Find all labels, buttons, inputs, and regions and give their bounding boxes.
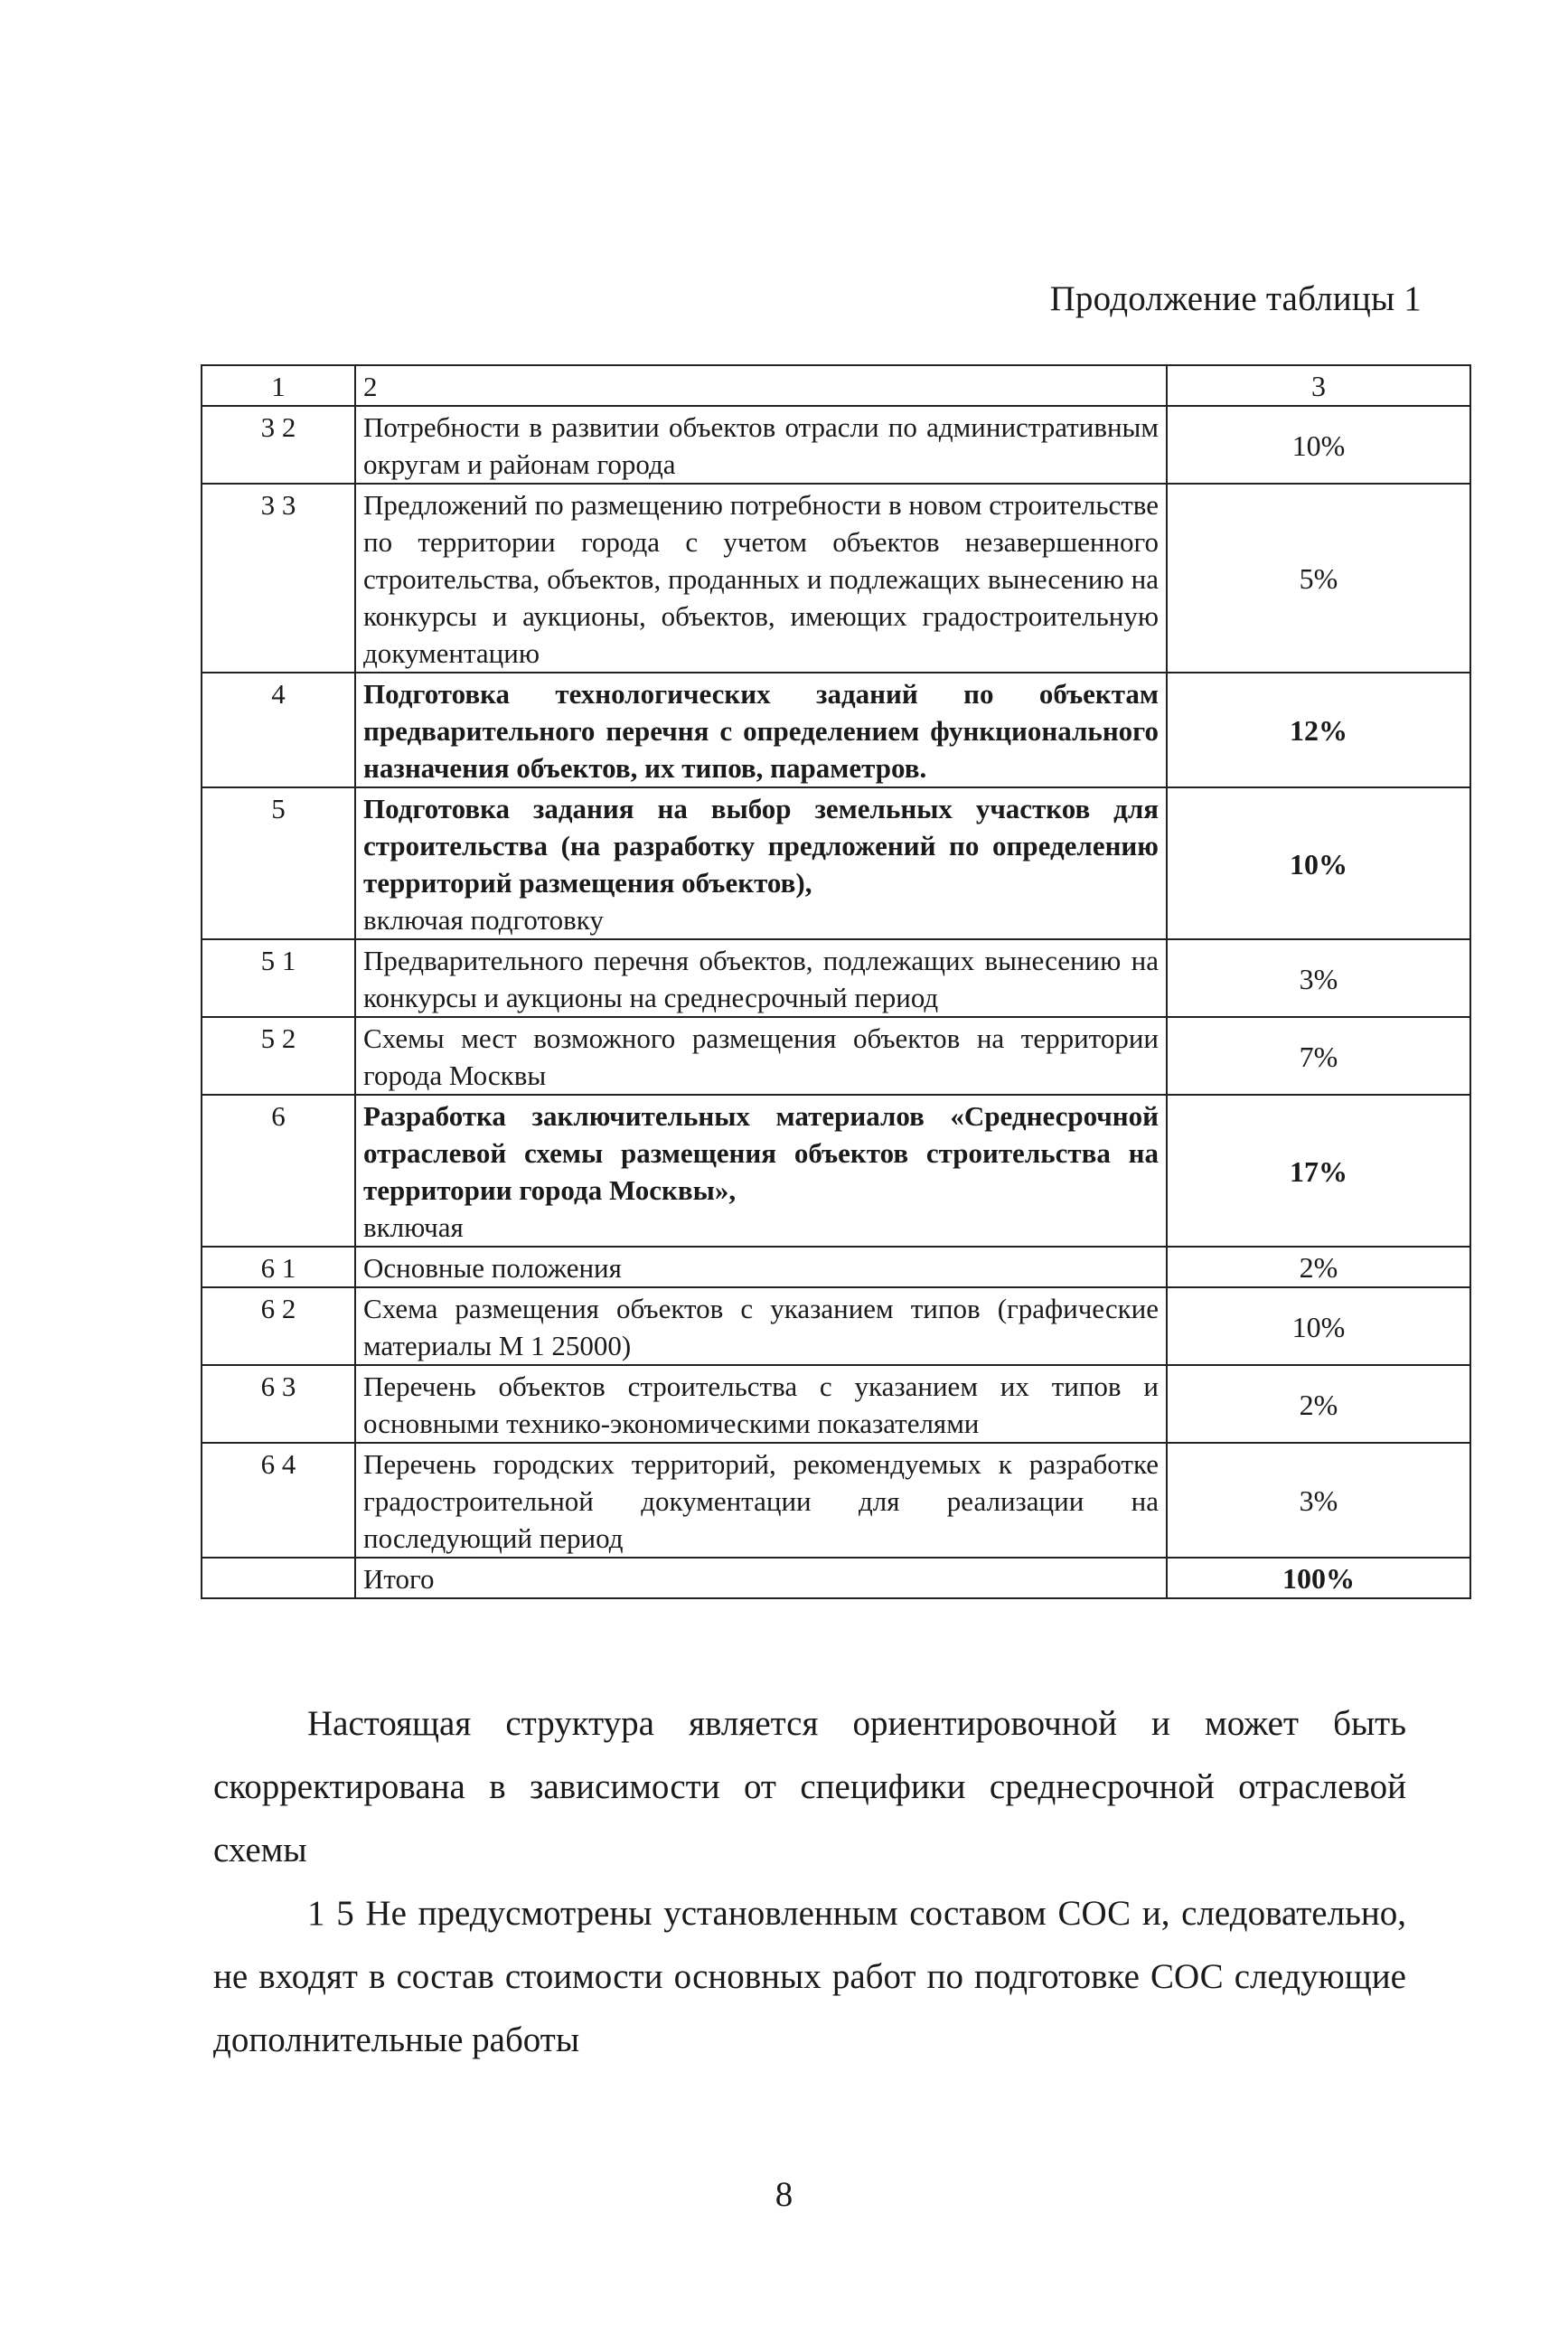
row-share: 2% — [1167, 1365, 1470, 1443]
row-share: 12% — [1167, 673, 1470, 787]
table-row — [202, 1443, 1470, 1558]
row-description-normal: включая — [363, 1211, 464, 1243]
row-share: 17% — [1167, 1095, 1470, 1247]
row-share: 3% — [1167, 939, 1470, 1017]
row-share: 5% — [1167, 484, 1470, 673]
table-row — [202, 1017, 1470, 1095]
paragraph-text: 1 5 Не предусмотрены установленным составом СОС и, следовательно, не входят в состав стоимости основных работ по подготовке СОС следующие дополнительные работы — [213, 1894, 1406, 2059]
row-share: 10% — [1167, 406, 1470, 484]
row-description: Подготовка технологических заданий по объектам предварительного перечня с определением функционального назначения объектов, их типов, параметров. — [355, 673, 1167, 787]
row-description: Схемы мест возможного размещения объектов на территории города Москвы — [355, 1017, 1167, 1095]
total-number — [202, 1558, 355, 1598]
row-number: 6 1 — [202, 1247, 355, 1287]
row-number: 5 2 — [202, 1017, 355, 1095]
table-row — [202, 484, 1470, 673]
row-share: 10% — [1167, 1287, 1470, 1365]
row-share: 2% — [1167, 1247, 1470, 1287]
row-number: 6 3 — [202, 1365, 355, 1443]
row-number: 4 — [202, 673, 355, 787]
paragraph-text: Настоящая структура является ориентировочной и может быть скорректирована в зависимости от специфики среднесрочной отраслевой схемы — [213, 1704, 1406, 1869]
row-number: 3 3 — [202, 484, 355, 673]
row-number: 5 1 — [202, 939, 355, 1017]
row-description — [355, 787, 1167, 939]
table-row — [202, 1095, 1470, 1247]
row-description: Основные положения — [355, 1247, 1167, 1287]
row-description-normal: включая подготовку — [363, 904, 604, 936]
row-description: Предложений по размещению потребности в новом строительстве по территории города с учетом объектов незавершенного строительства, объектов, проданных и подлежащих вынесению на конкурсы и аукционы, объектов, имеющих градостроительную документацию — [355, 484, 1167, 673]
structure-table — [201, 364, 1471, 1599]
row-description: Потребности в развитии объектов отрасли по административным округам и районам города — [355, 406, 1167, 484]
row-description: Предварительного перечня объектов, подлежащих вынесению на конкурсы и аукционы на среднесрочный период — [355, 939, 1167, 1017]
table-row — [202, 1247, 1470, 1287]
body-paragraph-2 — [213, 1882, 1406, 2072]
row-share: 7% — [1167, 1017, 1470, 1095]
body-paragraph-1 — [213, 1692, 1406, 1882]
row-description-bold: Разработка заключительных материалов «Среднесрочной отраслевой схемы размещения объектов строительства на территории города Москвы», — [363, 1100, 1159, 1206]
table-row — [202, 1287, 1470, 1365]
table-header-row — [202, 365, 1470, 406]
row-number: 3 2 — [202, 406, 355, 484]
table-row — [202, 406, 1470, 484]
row-number: 6 2 — [202, 1287, 355, 1365]
row-description — [355, 1095, 1167, 1247]
row-description: Перечень объектов строительства с указанием их типов и основными технико-экономическими показателями — [355, 1365, 1167, 1443]
table-total-row — [202, 1558, 1470, 1598]
row-description-bold: Подготовка задания на выбор земельных участков для строительства (на разработку предложений по определению территорий размещения объектов), — [363, 793, 1159, 899]
header-col-2: 2 — [355, 365, 1167, 406]
table-row — [202, 787, 1470, 939]
page-number: 8 — [775, 2175, 793, 2214]
total-label: Итого — [355, 1558, 1167, 1598]
row-description: Схема размещения объектов с указанием типов (графические материалы М 1 25000) — [355, 1287, 1167, 1365]
row-share: 10% — [1167, 787, 1470, 939]
total-share: 100% — [1167, 1558, 1470, 1598]
table-row — [202, 1365, 1470, 1443]
row-number: 5 — [202, 787, 355, 939]
row-description: Перечень городских территорий, рекомендуемых к разработке градостроительной документации для реализации на последующий период — [355, 1443, 1167, 1558]
row-share: 3% — [1167, 1443, 1470, 1558]
row-number: 6 4 — [202, 1443, 355, 1558]
row-number: 6 — [202, 1095, 355, 1247]
header-col-1: 1 — [202, 365, 355, 406]
header-col-3: 3 — [1167, 365, 1470, 406]
table-caption: Продолжение таблицы 1 — [1049, 279, 1422, 318]
table-row — [202, 673, 1470, 787]
table-row — [202, 939, 1470, 1017]
